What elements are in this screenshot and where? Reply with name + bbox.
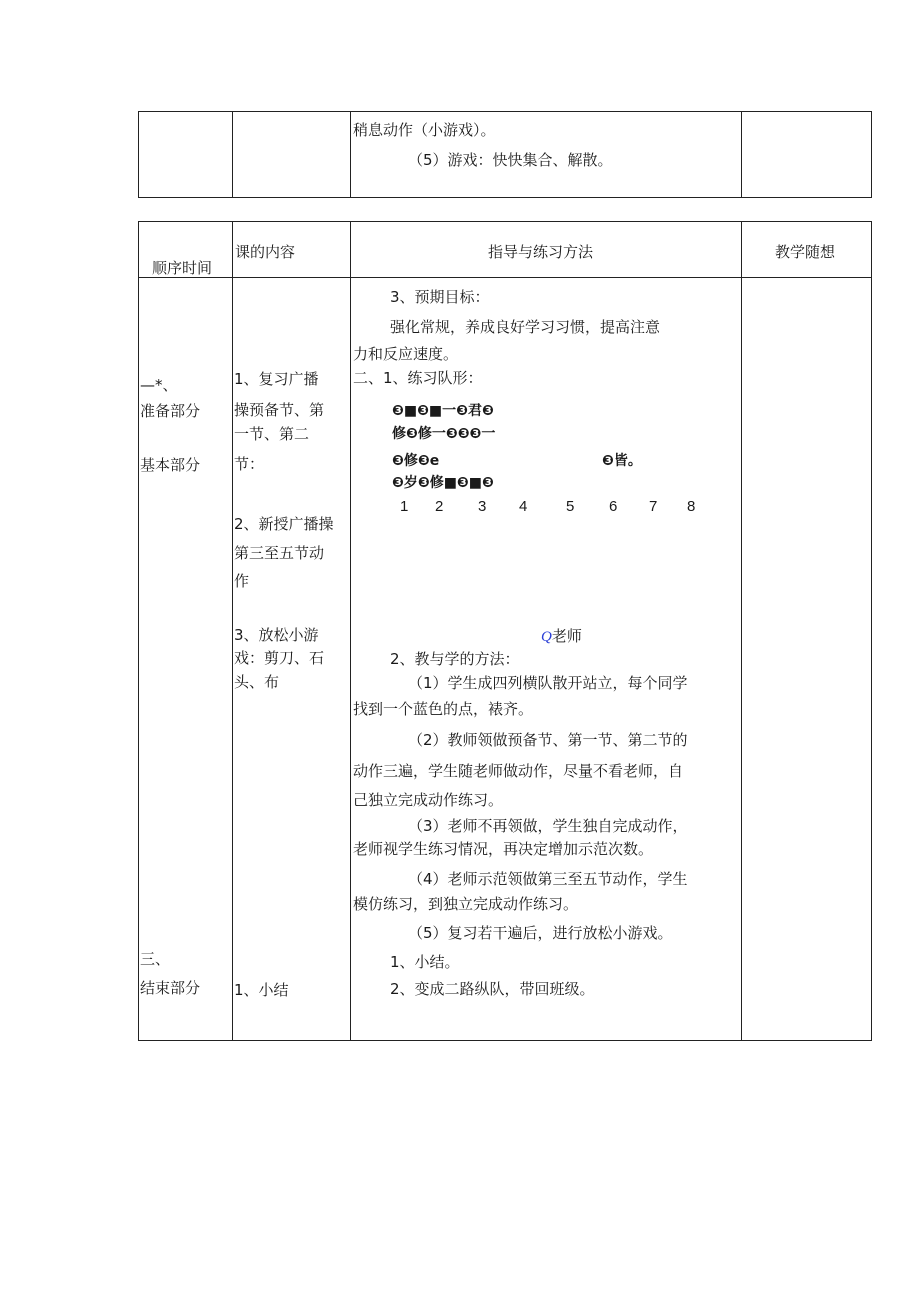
column-number-8: 8	[687, 498, 696, 515]
column-number-4: 4	[519, 498, 528, 515]
part1-number: —*、	[140, 376, 178, 394]
formation-heading: 二、1、练习队形：	[353, 369, 483, 387]
column-number-5: 5	[566, 498, 575, 515]
content-item2-line1: 2、新授广播操	[234, 515, 334, 533]
method-p1-line1: （1）学生成四列横队散开站立，每个同学	[408, 674, 688, 692]
ending-line2: 2、变成二路纵队，带回班级。	[390, 980, 595, 998]
goal-line2: 力和反应速度。	[353, 345, 459, 363]
goal-heading: 3、预期目标：	[390, 288, 490, 306]
method-p3-line1: （3）老师不再领做，学生独自完成动作，	[408, 817, 688, 835]
method-p3-line2: 老师视学生练习情况，再决定增加示范次数。	[353, 840, 654, 858]
teacher-label: 老师	[551, 627, 582, 645]
column-number-2: 2	[435, 498, 444, 515]
column-number-6: 6	[609, 498, 618, 515]
goal-line1: 强化常规，养成良好学习习惯，提高注意	[390, 318, 661, 336]
part3-title: 结束部分	[140, 979, 201, 997]
content-item4: 1、小结	[234, 981, 289, 999]
content-item2-line3: 作	[234, 572, 250, 590]
ending-line1: 1、小结。	[390, 953, 460, 971]
content-item3-line1: 3、放松小游	[234, 626, 319, 644]
method-p5-line1: （5）复习若干遍后，进行放松小游戏。	[408, 924, 673, 942]
method-p4-line1: （4）老师示范领做第三至五节动作，学生	[408, 870, 688, 888]
method-p4-line2: 模仿练习，到独立完成动作练习。	[353, 895, 579, 913]
part1-title: 准备部分	[140, 402, 201, 420]
content-item1-line3: 一节、第二	[234, 425, 310, 443]
method-p1-line2: 找到一个蓝色的点，裱齐。	[353, 700, 534, 718]
formation-row-1: ❸■❸■一❸君❸	[392, 403, 494, 419]
teacher-symbol: Q	[541, 629, 552, 645]
part3-number: 三、	[140, 950, 171, 968]
method-p2-line1: （2）教师领做预备节、第一节、第二节的	[408, 731, 688, 749]
content-item3-line2: 戏：剪刀、石	[234, 649, 325, 667]
teacher-marker	[541, 625, 582, 646]
content-item1-line2: 操预备节、第	[234, 401, 325, 419]
formation-row-3-right: ❸皆。	[602, 453, 642, 469]
column-number-3: 3	[478, 498, 487, 515]
header-order-time: 顺序时间	[152, 259, 213, 277]
top-text-line2: （5）游戏：快快集合、解散。	[408, 151, 613, 169]
content-item3-line3: 头、布	[234, 673, 280, 691]
content-item1-line4: 节：	[234, 455, 265, 473]
formation-row-3-left: ❸修❸e	[392, 453, 440, 469]
part2-title: 基本部分	[140, 456, 201, 474]
formation-row-4: ❸岁❸修■❸■❸	[392, 475, 494, 491]
top-text-line1: 稍息动作（小游戏）。	[353, 121, 496, 139]
formation-row-2: 修❸修一❸❸❸一	[392, 426, 496, 442]
method-p2-line2: 动作三遍，学生随老师做动作，尽量不看老师，自	[353, 762, 684, 780]
method-heading: 2、教与学的方法：	[390, 650, 520, 668]
header-lesson-content: 课的内容	[235, 243, 296, 261]
content-item1-line1: 1、复习广播	[234, 370, 319, 388]
column-number-1: 1	[400, 498, 409, 515]
column-number-7: 7	[649, 498, 658, 515]
method-p2-line3: 己独立完成动作练习。	[353, 791, 504, 809]
content-item2-line2: 第三至五节动	[234, 544, 325, 562]
header-teaching-reflection: 教学随想	[775, 243, 836, 261]
header-guidance-method: 指导与练习方法	[488, 243, 594, 261]
